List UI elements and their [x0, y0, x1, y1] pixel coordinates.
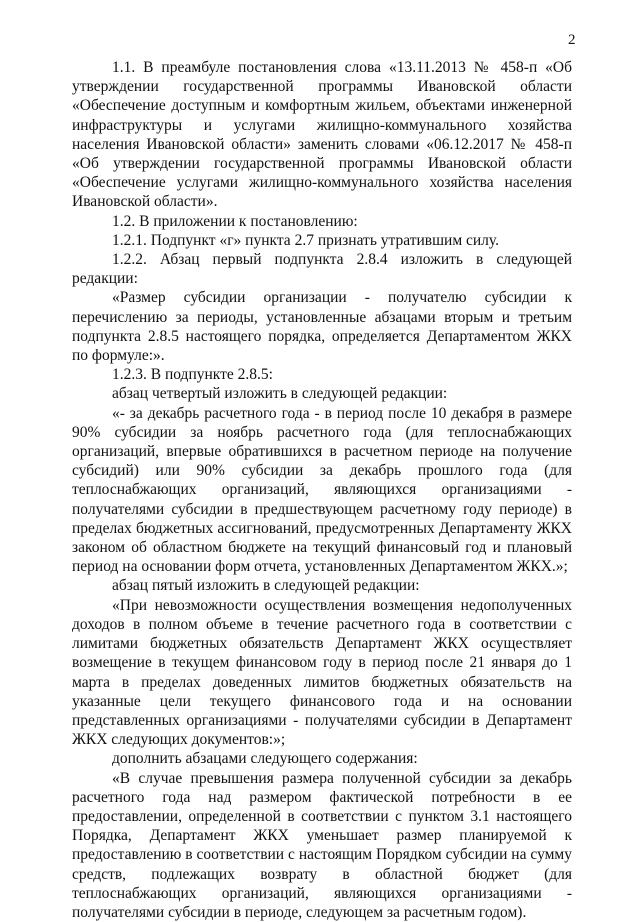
document-body — [72, 58, 572, 922]
paragraph-supplement-intro: дополнить абзацами следующего содержания: — [112, 750, 418, 768]
paragraph-1-2-3: 1.2.3. В подпункте 2.8.5: — [112, 366, 273, 384]
paragraph-1-2-1: 1.2.1. Подпункт «г» пункта 2.7 признать утратившим силу. — [112, 231, 499, 249]
page-number: 2 — [568, 32, 576, 48]
quoted-reimbursement-paragraph: «При невозможности осуществления возмещения недополученных доходов в полном объеме в течение расчетного года в соответствии с лимитами бюджетных обязательств Департамент ЖКХ осуществляет возмещение в текущем финансовом году в период после 21 января до 1 марта в пределах доведенных лимитов бюджетных обязательств на указанные цели текущего финансового года и на основании представленных организациями - получателями субсидии в Департамент ЖКХ следующих документов:»; — [72, 596, 572, 749]
quoted-december-paragraph: «- за декабрь расчетного года - в период после 10 декабря в размере 90% субсидии за ноябрь расчетного года (для теплоснабжающих организаций, впервые обратившихся в расчетном периоде на получение субсидий) или 90% субсидии за декабрь прошлого года (для теплоснабжающих организаций, являющихся организациями - получателями субсидии в предшествующем расчетному году периоде) в пределах бюджетных ассигнований, предусмотренных Департаменту ЖКХ законом об областном бюджете на текущий финансовый год и плановый период на основании форм отчета, установленных Департаментом ЖКХ.»; — [72, 404, 572, 576]
paragraph-fifth-intro: абзац пятый изложить в следующей редакции: — [112, 577, 420, 595]
quoted-formula-paragraph: «Размер субсидии организации - получателю субсидии к перечислению за периоды, установленные абзацами вторым и третьим подпункта 2.8.5 настоящего порядка, определяется Департаментом ЖКХ по формуле:». — [72, 289, 572, 365]
paragraph-1-2-2: 1.2.2. Абзац первый подпункта 2.8.4 изложить в следующей редакции: — [72, 251, 572, 288]
paragraph-1-2-appendix: 1.2. В приложении к постановлению: — [112, 212, 358, 230]
paragraph-1-1-preamble: 1.1. В преамбуле постановления слова «13.11.2013 № 458-п «Об утверждении государственной программы Ивановской области «Обеспечение доступным и комфортным жильем, объектами инженерной инфраструктуры и услугами жилищно-коммунального хозяйства населения Ивановской области» заменить словами «06.12.2017 № 458-п «Об утверждении государственной программы Ивановской области «Обеспечение услугами жилищно-коммунального хозяйства населения Ивановской области». — [72, 59, 572, 211]
paragraph-fourth-intro: абзац четвертый изложить в следующей редакции: — [112, 385, 448, 403]
quoted-excess-paragraph: «В случае превышения размера полученной субсидии за декабрь расчетного года над размером фактической потребности в ее предоставлении, определенной в соответствии с пунктом 3.1 настоящего Порядка, Департамент ЖКХ уменьшает размер планируемой к предоставлению в соответствии с настоящим Порядком субсидии на сумму средств, подлежащих возврату в областной бюджет (для теплоснабжающих организаций, являющихся организациями - получателями субсидии в периоде, следующем за расчетным годом). — [72, 769, 572, 921]
